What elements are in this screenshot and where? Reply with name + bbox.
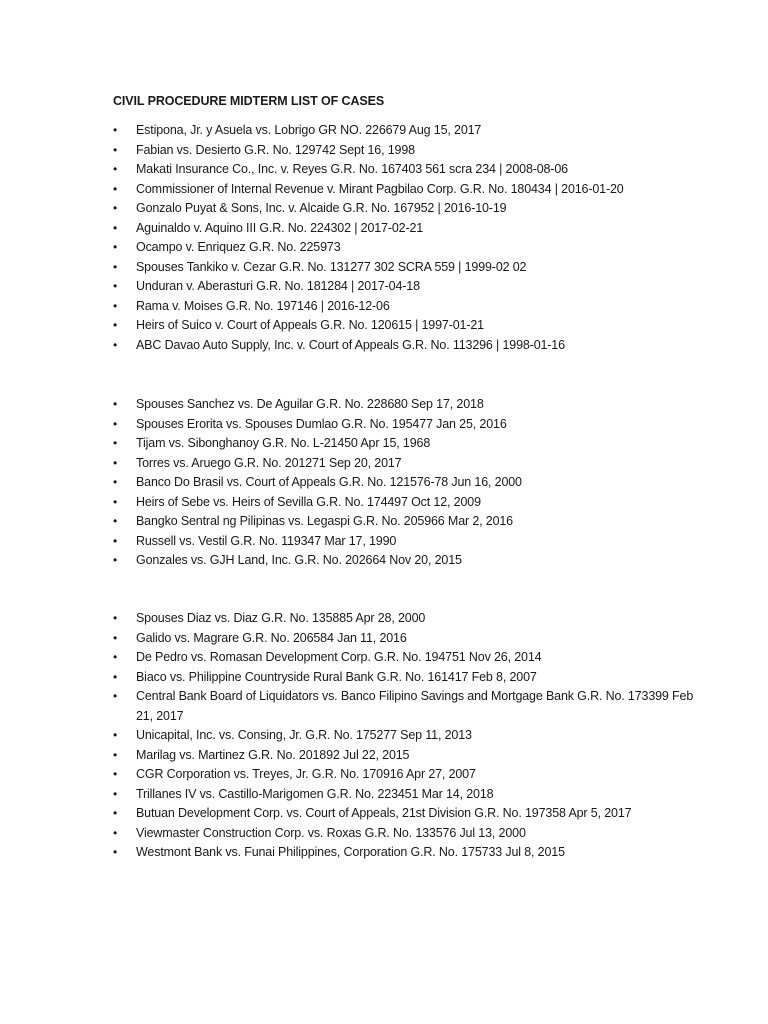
case-list-item — [113, 454, 713, 474]
case-list-item — [113, 512, 713, 532]
case-list-item — [113, 824, 713, 844]
case-citation: Central Bank Board of Liquidators vs. Banco Filipino Savings and Mortgage Bank G.R. No. 173399 Feb 21, 2017 — [136, 689, 694, 723]
bullet-icon: • — [113, 436, 118, 450]
case-citation: Gonzalo Puyat & Sons, Inc. v. Alcaide G.R. No. 167952 | 2016-10-19 — [136, 201, 507, 215]
case-citation: Spouses Tankiko v. Cezar G.R. No. 131277 302 SCRA 559 | 1999-02 02 — [136, 259, 527, 274]
bullet-icon: • — [113, 220, 118, 235]
case-citation: Galido vs. Magrare G.R. No. 206584 Jan 11, 2016 — [136, 630, 407, 645]
bullet-icon: • — [113, 494, 118, 509]
case-citation: Ocampo v. Enriquez G.R. No. 225973 — [136, 240, 341, 254]
case-citation: Unduran v. Aberasturi G.R. No. 181284 | 2017-04-18 — [136, 279, 420, 293]
case-citation: ABC Davao Auto Supply, Inc. v. Court of Appeals G.R. No. 113296 | 1998-01-16 — [136, 337, 565, 352]
bullet-icon: • — [113, 298, 118, 313]
case-list-item — [113, 238, 713, 258]
case-list-item — [113, 687, 696, 726]
case-list-item — [113, 551, 713, 571]
case-list-item — [113, 648, 713, 668]
case-citation: Biaco vs. Philippine Countryside Rural Bank G.R. No. 161417 Feb 8, 2007 — [136, 669, 537, 684]
bullet-icon: • — [113, 533, 118, 548]
case-list-item — [113, 765, 713, 785]
case-citation: Estipona, Jr. y Asuela vs. Lobrigo GR NO. 226679 Aug 15, 2017 — [136, 123, 482, 137]
case-citation: Viewmaster Construction Corp. vs. Roxas G.R. No. 133576 Jul 13, 2000 — [136, 825, 526, 840]
bullet-icon: • — [113, 397, 118, 411]
bullet-icon: • — [113, 475, 118, 489]
case-citation: Heirs of Suico v. Court of Appeals G.R. No. 120615 | 1997-01-21 — [136, 318, 484, 332]
bullet-icon: • — [113, 825, 118, 840]
case-list-item — [113, 141, 713, 161]
case-citation: Bangko Sentral ng Pilipinas vs. Legaspi G.R. No. 205966 Mar 2, 2016 — [136, 514, 513, 528]
case-list-item — [113, 415, 713, 435]
case-citation: Tijam vs. Sibonghanoy G.R. No. L-21450 Apr 15, 1968 — [136, 436, 431, 450]
bullet-icon: • — [113, 455, 118, 470]
case-list-item — [113, 609, 713, 629]
case-list-item — [113, 277, 713, 297]
case-list-item — [113, 160, 713, 180]
bullet-icon: • — [113, 259, 118, 274]
bullet-icon: • — [113, 669, 118, 684]
case-list-item — [113, 668, 713, 688]
case-list-item — [113, 473, 713, 493]
bullet-icon: • — [113, 611, 118, 625]
bullet-icon: • — [113, 728, 118, 742]
bullet-icon: • — [113, 630, 118, 645]
case-list-group-2 — [113, 395, 713, 571]
case-citation: Commissioner of Internal Revenue v. Mirant Pagbilao Corp. G.R. No. 180434 | 2016-01-20 — [136, 181, 624, 196]
bullet-icon: • — [113, 201, 118, 215]
case-list-item — [113, 493, 713, 513]
case-list-item — [113, 434, 713, 454]
case-list-item — [113, 199, 713, 219]
bullet-icon: • — [113, 650, 118, 664]
case-citation: Marilag vs. Martinez G.R. No. 201892 Jul 22, 2015 — [136, 747, 410, 762]
bullet-icon: • — [113, 786, 118, 801]
case-list-item — [113, 532, 713, 552]
case-list-item — [113, 121, 713, 141]
case-citation: Makati Insurance Co., Inc. v. Reyes G.R. No. 167403 561 scra 234 | 2008-08-06 — [136, 162, 568, 176]
case-list-item — [113, 180, 696, 200]
bullet-icon: • — [113, 806, 118, 820]
case-citation: De Pedro vs. Romasan Development Corp. G.R. No. 194751 Nov 26, 2014 — [136, 650, 542, 664]
bullet-icon: • — [113, 689, 118, 703]
bullet-icon: • — [113, 337, 118, 352]
case-list-item — [113, 804, 696, 824]
bullet-icon: • — [113, 279, 118, 293]
case-citation: Fabian vs. Desierto G.R. No. 129742 Sept 16, 1998 — [136, 142, 415, 157]
bullet-icon: • — [113, 123, 118, 137]
bullet-icon: • — [113, 240, 118, 254]
bullet-icon: • — [113, 767, 118, 781]
bullet-icon: • — [113, 181, 118, 196]
case-citation: Heirs of Sebe vs. Heirs of Sevilla G.R. No. 174497 Oct 12, 2009 — [136, 494, 481, 509]
case-citation: Rama v. Moises G.R. No. 197146 | 2016-12-06 — [136, 298, 390, 313]
case-list-group-3 — [113, 609, 713, 863]
case-list-item — [113, 726, 713, 746]
bullet-icon: • — [113, 162, 118, 176]
bullet-icon: • — [113, 318, 118, 332]
case-list-item — [113, 219, 713, 239]
bullet-icon: • — [113, 553, 118, 567]
case-citation: Trillanes IV vs. Castillo-Marigomen G.R. No. 223451 Mar 14, 2018 — [136, 786, 494, 801]
case-list-item — [113, 785, 713, 805]
bullet-icon: • — [113, 514, 118, 528]
case-list-item — [113, 746, 713, 766]
bullet-icon: • — [113, 747, 118, 762]
case-list-item — [113, 297, 713, 317]
case-list-item — [113, 629, 713, 649]
document-title: CIVIL PROCEDURE MIDTERM LIST OF CASES — [113, 94, 385, 108]
case-citation: Spouses Erorita vs. Spouses Dumlao G.R. No. 195477 Jan 25, 2016 — [136, 416, 507, 431]
case-citation: Westmont Bank vs. Funai Philippines, Corporation G.R. No. 175733 Jul 8, 2015 — [136, 845, 565, 859]
bullet-icon: • — [113, 845, 118, 859]
case-citation: Spouses Diaz vs. Diaz G.R. No. 135885 Apr 28, 2000 — [136, 611, 426, 625]
case-citation: Spouses Sanchez vs. De Aguilar G.R. No. 228680 Sep 17, 2018 — [136, 397, 484, 411]
case-citation: Gonzales vs. GJH Land, Inc. G.R. No. 202664 Nov 20, 2015 — [136, 553, 462, 567]
case-citation: Banco Do Brasil vs. Court of Appeals G.R. No. 121576-78 Jun 16, 2000 — [136, 475, 522, 489]
case-list-item — [113, 258, 713, 278]
case-citation: Torres vs. Aruego G.R. No. 201271 Sep 20, 2017 — [136, 455, 402, 470]
case-list-item — [113, 316, 713, 336]
case-citation: Russell vs. Vestil G.R. No. 119347 Mar 17, 1990 — [136, 533, 397, 548]
case-list-item — [113, 843, 713, 863]
case-citation: Butuan Development Corp. vs. Court of Appeals, 21st Division G.R. No. 197358 Apr 5, 2017 — [136, 806, 632, 820]
case-list-group-1 — [113, 121, 713, 355]
bullet-icon: • — [113, 142, 118, 157]
case-list-item — [113, 395, 713, 415]
bullet-icon: • — [113, 416, 118, 431]
case-citation: Unicapital, Inc. vs. Consing, Jr. G.R. No. 175277 Sep 11, 2013 — [136, 728, 472, 742]
case-list-item — [113, 336, 713, 356]
case-citation: CGR Corporation vs. Treyes, Jr. G.R. No. 170916 Apr 27, 2007 — [136, 767, 476, 781]
case-citation: Aguinaldo v. Aquino III G.R. No. 224302 | 2017-02-21 — [136, 220, 424, 235]
